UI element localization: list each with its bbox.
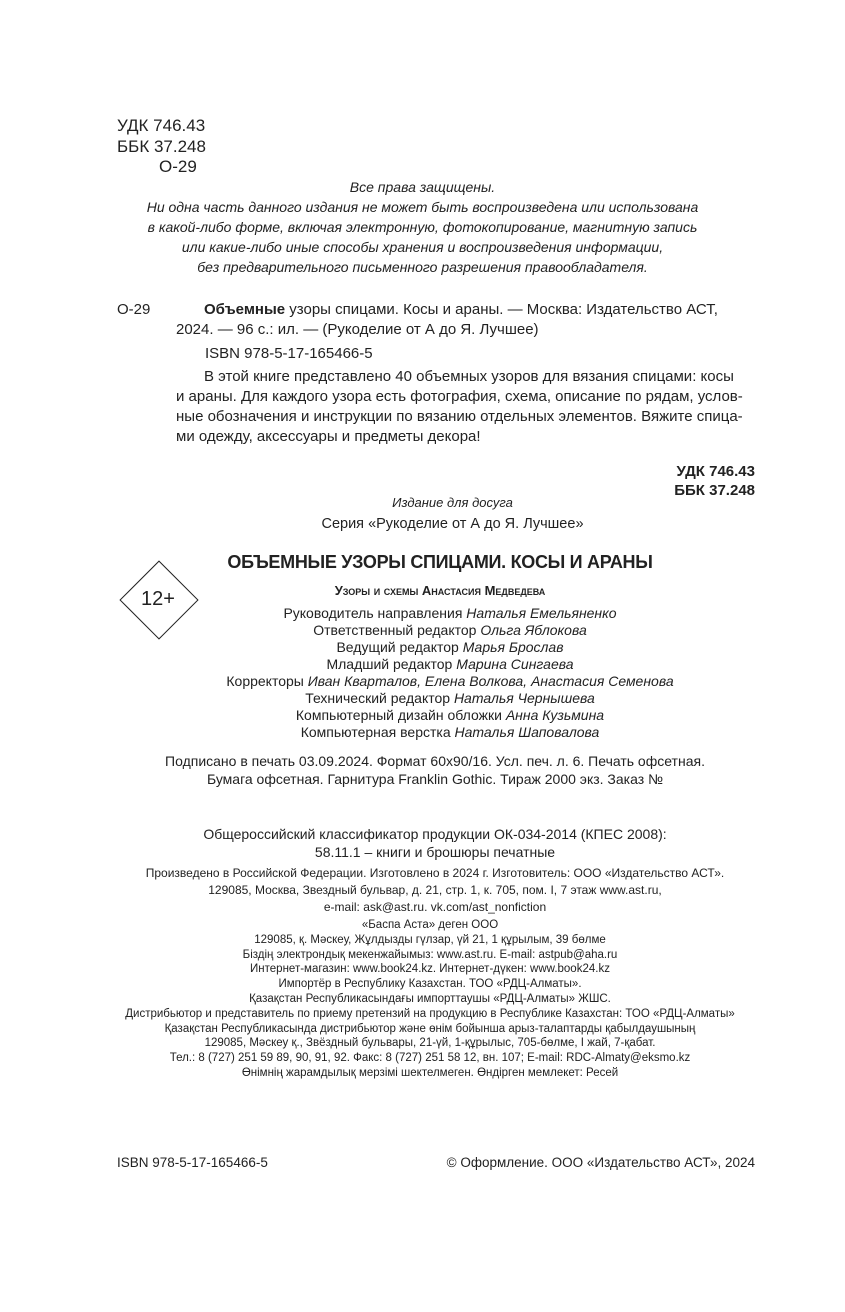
edition-type: Издание для досуга: [392, 495, 513, 510]
credit-line: [160, 622, 740, 639]
credit-role: Руководитель направления: [283, 605, 467, 621]
bibliographic-record: [176, 300, 755, 340]
annotation-line: и араны. Для каждого узора есть фотография, схема, описание по рядам, услов-: [176, 388, 743, 405]
credit-role: Компьютерная верстка: [300, 724, 455, 740]
print-line: Бумага офсетная. Гарнитура Franklin Gothic. Тираж 2000 экз. Заказ №: [206, 771, 664, 787]
credit-line: [160, 673, 740, 690]
kz-line: 129085, қ. Мәскеу, Жұлдызды гүлзар, үй 21, 1 құрылым, 39 бөлме: [254, 933, 606, 946]
credit-role: Технический редактор: [305, 690, 454, 706]
credit-name: Наталья Чернышева: [453, 690, 595, 706]
credit-name: Наталья Шаповалова: [454, 724, 600, 740]
book-title: ОБЪЕМНЫЕ УЗОРЫ СПИЦАМИ. КОСЫ И АРАНЫ: [227, 552, 653, 572]
age-rating: 12+: [141, 588, 175, 610]
annotation: [176, 367, 756, 447]
kz-line: Тел.: 8 (727) 251 59 89, 90, 91, 92. Факс: 8 (727) 251 58 12, вн. 107; E-mail: RDC-Almaty@eksmo.kz: [169, 1052, 691, 1065]
product-classifier: [110, 825, 760, 861]
credit-line: [160, 707, 740, 724]
print-info: [110, 752, 760, 788]
annotation-line: ные обозначения и инструкции по вязанию отдельных элементов. Вяжите спица-: [176, 408, 743, 425]
footer-copyright: © Оформление. ООО «Издательство АСТ», 2024: [446, 1155, 755, 1170]
credit-line: [160, 639, 740, 656]
kz-line: Интернет-магазин: www.book24.kz. Интернет-дүкен: www.book24.kz: [250, 963, 610, 976]
rights-line: или какие-либо иные способы хранения и воспроизведения информации,: [181, 239, 664, 255]
bib-isbn: ISBN 978-5-17-165466-5: [205, 345, 373, 362]
manufacturer-line: 129085, Москва, Звездный бульвар, д. 21, стр. 1, к. 705, пом. I, 7 этаж www.ast.ru,: [208, 883, 662, 897]
classifier-line: 58.11.1 – книги и брошюры печатные: [314, 844, 556, 860]
bbk-code: ББК 37.248: [117, 136, 206, 156]
kz-line: Импортёр в Республику Казахстан. ТОО «РДЦ-Алматы».: [278, 978, 582, 991]
credit-role: Ответственный редактор: [313, 622, 481, 638]
manufacturer-line: e-mail: ask@ast.ru. vk.com/ast_nonfiction: [323, 900, 547, 914]
kz-line: Қазақстан Республикасында дистрибьютор және өнім бойынша арыз-талаптарды қабылдаушының: [164, 1022, 696, 1035]
rights-line: Ни одна часть данного издания не может быть воспроизведена или использована: [146, 199, 699, 215]
rights-line: в какой-либо форме, включая электронную, фотокопирование, магнитную запись: [147, 219, 698, 235]
credit-line: [160, 656, 740, 673]
bib-author-mark: О-29: [117, 301, 151, 318]
credits: [160, 605, 740, 741]
kz-line: 129085, Мәскеу қ., Звёздный бульвары, 21-үй, 1-құрылыс, 705-бөлме, I жай, 7-қабат.: [204, 1037, 656, 1050]
annotation-line: В этой книге представлено 40 объемных узоров для вязания спицами: косы: [204, 368, 734, 385]
manufacturer-line: Произведено в Российской Федерации. Изготовлено в 2024 г. Изготовитель: ООО «Издательство АСТ».: [145, 866, 725, 880]
footer-isbn: ISBN 978-5-17-165466-5: [117, 1155, 268, 1170]
credit-name: Наталья Емельяненко: [466, 605, 617, 621]
kz-line: «Баспа Аста» деген ООО: [361, 919, 499, 931]
credit-line: [160, 605, 740, 622]
rights-line: без предварительного письменного разрешения правообладателя.: [197, 259, 648, 275]
credit-role: Ведущий редактор: [336, 639, 463, 655]
credit-name: Марина Сингаева: [456, 656, 574, 672]
kz-line: Дистрибьютор и представитель по приему претензий на продукцию в Республике Казахстан: ТОО «РДЦ-Алматы»: [125, 1007, 735, 1020]
credit-role: Компьютерный дизайн обложки: [295, 707, 506, 723]
credit-role: Младший редактор: [326, 656, 457, 672]
rights-line: Все права защищены.: [349, 179, 496, 195]
credit-name: Иван Кварталов, Елена Волкова, Анастасия Семенова: [307, 673, 674, 689]
bib-line-2: 2024. — 96 с.: ил. — (Рукоделие от А до Я. Лучшее): [176, 321, 539, 338]
bbk-code-right: ББК 37.248: [674, 482, 755, 499]
kz-line: Қазақстан Республикасындағы импорттаушы «РДЦ-Алматы» ЖШС.: [249, 992, 611, 1005]
udk-code-right: УДК 746.43: [676, 463, 755, 480]
kazakhstan-info: [90, 918, 770, 1081]
bib-title-rest: узоры спицами. Косы и араны. — Москва: Издательство АСТ,: [285, 301, 718, 318]
rights-notice: [100, 177, 745, 277]
bib-title-bold: Объемные: [204, 301, 286, 318]
kz-line: Біздің электрондық мекенжайымыз: www.ast.ru. E-mail: astpub@aha.ru: [242, 948, 618, 961]
kz-line: Өнімнің жарамдылық мерзімі шектелмеген. Өндірген мемлекет: Ресей: [241, 1066, 619, 1079]
author-mark: О-29: [159, 157, 197, 176]
classification-block: [117, 116, 206, 178]
credit-line: [160, 724, 740, 741]
manufacturer-info: [100, 865, 770, 916]
authors-line: Узоры и схемы Анастасия Медведева: [334, 583, 546, 598]
print-line: Подписано в печать 03.09.2024. Формат 60х90/16. Усл. печ. л. 6. Печать офсетная.: [165, 753, 705, 769]
series-name: Серия «Рукоделие от А до Я. Лучшее»: [321, 516, 584, 532]
credit-name: Анна Кузьмина: [505, 707, 605, 723]
classifier-line: Общероссийский классификатор продукции ОК-034-2014 (КПЕС 2008):: [203, 826, 667, 842]
credit-role: Корректоры: [226, 673, 308, 689]
credit-line: [160, 690, 740, 707]
annotation-line: ми одежду, аксессуары и предметы декора!: [176, 428, 481, 445]
udk-code: УДК 746.43: [117, 116, 206, 135]
credit-name: Ольга Яблокова: [480, 622, 587, 638]
credit-name: Марья Брослав: [462, 639, 564, 655]
